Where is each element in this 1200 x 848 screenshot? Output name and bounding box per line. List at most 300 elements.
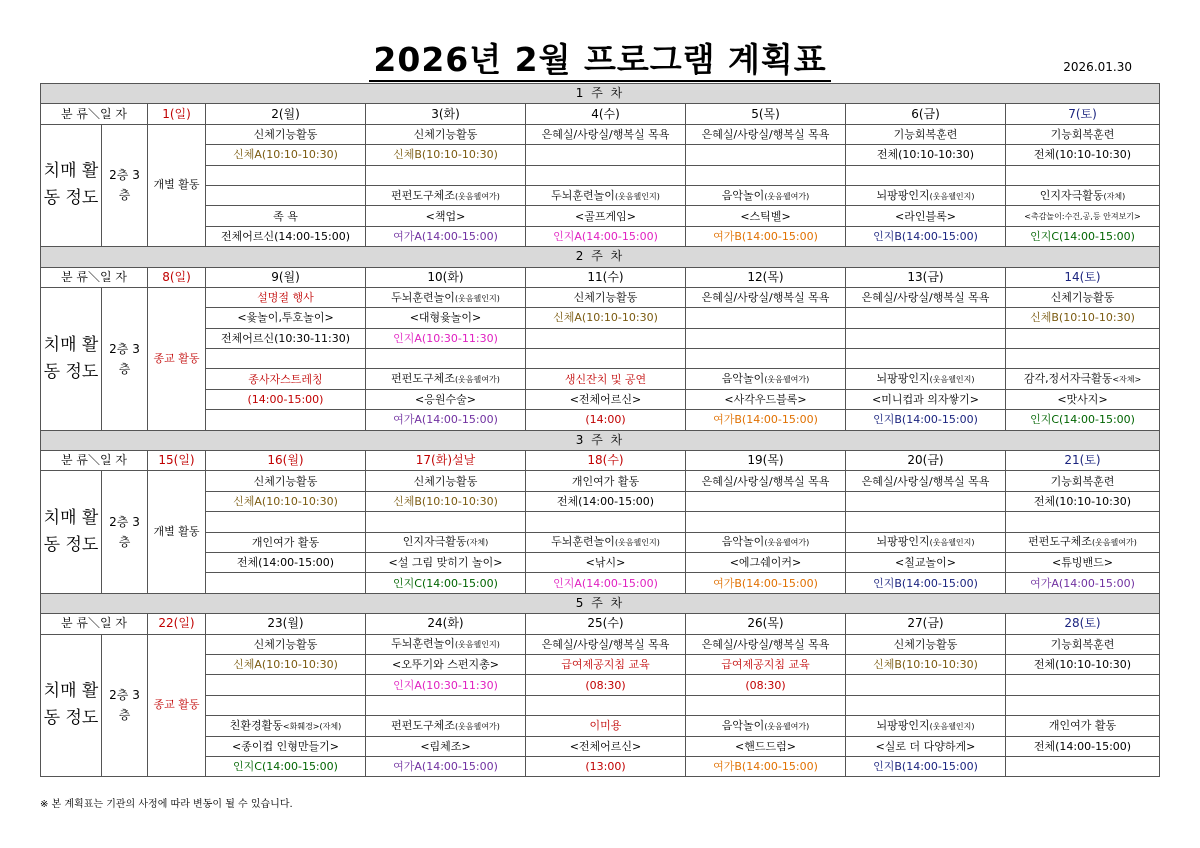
activity-cell xyxy=(206,634,366,654)
activity-cell xyxy=(366,226,526,246)
activity-cell xyxy=(366,389,526,409)
activity-text: 두뇌훈련놀이 xyxy=(391,637,455,651)
activity-cell xyxy=(366,491,526,511)
activity-cell xyxy=(686,695,846,715)
activity-cell xyxy=(686,410,846,430)
activity-text: <튜빙밴드> xyxy=(1052,556,1113,570)
activity-text: 인지B(14:00-15:00) xyxy=(873,760,978,774)
activity-row xyxy=(41,389,1160,409)
activity-subtext: (웃음웰인지) xyxy=(454,640,500,650)
day-header: 14(토) xyxy=(1006,267,1160,287)
activity-text: <라인블록> xyxy=(895,209,956,223)
activity-cell xyxy=(846,410,1006,430)
activity-subtext: <화훼경>(자체) xyxy=(282,721,342,731)
week-label: 1 주 차 xyxy=(41,84,1160,104)
activity-text: 전체(14:00-15:00) xyxy=(236,556,335,570)
category-cell: 치매 활동 정도 xyxy=(41,471,102,593)
activity-cell xyxy=(686,736,846,756)
activity-cell xyxy=(366,512,526,532)
date-header-row xyxy=(41,267,1160,287)
sunday-activity-type: 개별 활동 xyxy=(148,124,206,246)
activity-subtext: (자체) xyxy=(466,538,489,548)
activity-cell xyxy=(1006,389,1160,409)
activity-text: 종사자스트레칭 xyxy=(248,372,323,386)
activity-cell xyxy=(846,349,1006,369)
activity-subtext: (자체) xyxy=(1103,191,1126,201)
activity-cell xyxy=(366,675,526,695)
activity-cell xyxy=(846,145,1006,165)
day-header: 18(수) xyxy=(526,451,686,471)
activity-cell xyxy=(366,349,526,369)
activity-cell xyxy=(526,654,686,674)
activity-text: <대형윷놀이> xyxy=(409,311,482,325)
day-header: 6(금) xyxy=(846,104,1006,124)
activity-cell xyxy=(206,654,366,674)
activity-text: <칠교놀이> xyxy=(895,556,956,570)
activity-text: 급여제공지침 교육 xyxy=(721,658,810,672)
activity-cell xyxy=(526,716,686,736)
activity-cell xyxy=(846,552,1006,572)
activity-cell xyxy=(846,675,1006,695)
activity-cell xyxy=(1006,756,1160,776)
activity-row xyxy=(41,552,1160,572)
activity-text: 은혜실/사랑실/행복실 목욕 xyxy=(701,127,830,141)
activity-cell xyxy=(686,716,846,736)
activity-subtext: (웃음웰인지) xyxy=(614,191,660,201)
activity-text: 여가A(14:00-15:00) xyxy=(393,229,498,243)
activity-cell xyxy=(1006,675,1160,695)
activity-row xyxy=(41,532,1160,552)
activity-text: <핸드드럼> xyxy=(735,739,796,753)
day-header: 7(토) xyxy=(1006,104,1160,124)
activity-text: 전체(10:10-10:30) xyxy=(1033,495,1132,508)
activity-text: 신체A(10:10-10:30) xyxy=(233,495,338,508)
activity-text: 전체(10:10-10:30) xyxy=(1033,658,1132,672)
activity-text: 뇌팡팡인지 xyxy=(876,718,930,732)
activity-text: 인지자극활동 xyxy=(1039,188,1104,202)
activity-cell xyxy=(526,145,686,165)
activity-text: 은혜실/사랑실/행복실 목욕 xyxy=(701,291,830,305)
sunday-activity-type: 종교 활동 xyxy=(148,634,206,777)
day-header: 17(화)설날 xyxy=(366,451,526,471)
activity-cell xyxy=(526,491,686,511)
activity-cell xyxy=(526,471,686,491)
activity-text: 두뇌훈련놀이 xyxy=(551,535,615,549)
day-header: 24(화) xyxy=(366,614,526,634)
activity-cell xyxy=(1006,552,1160,572)
activity-cell xyxy=(846,185,1006,205)
day-header: 20(금) xyxy=(846,451,1006,471)
activity-row xyxy=(41,206,1160,226)
activity-text: 인지B(14:00-15:00) xyxy=(873,413,978,427)
category-date-label: 분 류＼일 자 xyxy=(41,267,148,287)
activity-text: <스틱벨> xyxy=(740,209,791,223)
activity-row xyxy=(41,328,1160,348)
activity-cell xyxy=(366,756,526,776)
activity-text: 인지A(10:30-11:30) xyxy=(393,678,498,692)
category-date-label: 분 류＼일 자 xyxy=(41,614,148,634)
activity-subtext: (웃음웰여가) xyxy=(454,191,500,201)
week-label: 2 주 차 xyxy=(41,247,1160,267)
activity-text: 펀펀도구체조 xyxy=(391,188,455,202)
program-schedule-table xyxy=(40,83,1160,777)
activity-cell xyxy=(206,552,366,572)
activity-cell xyxy=(206,716,366,736)
activity-cell xyxy=(1006,124,1160,144)
day-header: 10(화) xyxy=(366,267,526,287)
activity-row xyxy=(41,369,1160,389)
activity-cell xyxy=(366,736,526,756)
activity-text: 전체어르신(14:00-15:00) xyxy=(220,229,351,243)
week-label: 3 주 차 xyxy=(41,430,1160,450)
activity-cell xyxy=(1006,573,1160,593)
activity-text: 신체A(10:10-10:30) xyxy=(553,311,658,325)
activity-cell xyxy=(526,287,686,307)
activity-text: 신체기능활동 xyxy=(413,474,478,488)
activity-cell xyxy=(206,328,366,348)
day-header: 11(수) xyxy=(526,267,686,287)
day-header: 19(목) xyxy=(686,451,846,471)
activity-cell xyxy=(526,552,686,572)
activity-cell xyxy=(686,389,846,409)
activity-cell xyxy=(526,124,686,144)
activity-text: 은혜실/사랑실/행복실 목욕 xyxy=(701,637,830,651)
activity-cell xyxy=(846,287,1006,307)
activity-text: <종이컵 인형만들기> xyxy=(232,739,339,753)
activity-cell xyxy=(686,573,846,593)
activity-text: 인지C(14:00-15:00) xyxy=(233,760,338,774)
activity-cell xyxy=(526,328,686,348)
activity-cell xyxy=(206,185,366,205)
activity-text: <에그쉐이커> xyxy=(729,556,802,570)
activity-text: 신체B(10:10-10:30) xyxy=(873,658,978,672)
activity-text: (14:00) xyxy=(585,413,626,427)
activity-cell xyxy=(846,532,1006,552)
activity-cell xyxy=(1006,654,1160,674)
activity-cell xyxy=(366,145,526,165)
activity-row xyxy=(41,573,1160,593)
activity-row xyxy=(41,410,1160,430)
activity-text: 인지A(14:00-15:00) xyxy=(553,576,658,590)
activity-cell xyxy=(206,573,366,593)
activity-text: 급여제공지침 교육 xyxy=(561,658,650,672)
activity-text: 개인여가 활동 xyxy=(1048,719,1117,733)
floor-cell: 2층 3층 xyxy=(102,124,148,246)
activity-cell xyxy=(846,124,1006,144)
activity-cell xyxy=(686,206,846,226)
day-header: 22(일) xyxy=(148,614,206,634)
activity-subtext: (웃음웰여가) xyxy=(1091,538,1137,548)
activity-row xyxy=(41,165,1160,185)
activity-cell xyxy=(1006,695,1160,715)
week-label: 5 주 차 xyxy=(41,593,1160,613)
activity-cell xyxy=(366,369,526,389)
activity-text: 여가B(14:00-15:00) xyxy=(713,229,818,243)
activity-cell xyxy=(1006,471,1160,491)
activity-text: 기능회복훈련 xyxy=(1050,474,1115,488)
activity-cell xyxy=(686,471,846,491)
week-header-row xyxy=(41,247,1160,267)
activity-text: 인지B(14:00-15:00) xyxy=(873,576,978,590)
activity-cell xyxy=(366,287,526,307)
activity-text: (14:00-15:00) xyxy=(247,393,324,407)
activity-cell xyxy=(686,349,846,369)
activity-cell xyxy=(526,675,686,695)
activity-cell xyxy=(846,226,1006,246)
activity-row xyxy=(41,512,1160,532)
activity-cell xyxy=(686,328,846,348)
activity-cell xyxy=(366,165,526,185)
issue-date: 2026.01.30 xyxy=(1063,60,1132,74)
activity-subtext: <촉감놀이:수건,공,등 안져보기> xyxy=(1024,212,1141,222)
day-header: 13(금) xyxy=(846,267,1006,287)
activity-text: 두뇌훈련놀이 xyxy=(391,290,455,304)
activity-cell xyxy=(526,206,686,226)
activity-cell xyxy=(366,308,526,328)
activity-cell xyxy=(846,165,1006,185)
activity-text: 은혜실/사랑실/행복실 목욕 xyxy=(861,474,990,488)
activity-cell xyxy=(1006,410,1160,430)
activity-text: <응원수술> xyxy=(415,393,476,407)
activity-text: 뇌팡팡인지 xyxy=(876,188,930,202)
activity-text: 인지A(14:00-15:00) xyxy=(553,229,658,243)
activity-cell xyxy=(846,573,1006,593)
activity-cell xyxy=(366,716,526,736)
activity-text: 은혜실/사랑실/행복실 목욕 xyxy=(541,637,670,651)
activity-text: <미니컵과 의자쌓기> xyxy=(872,393,979,407)
activity-text: 뇌팡팡인지 xyxy=(876,535,930,549)
activity-cell xyxy=(1006,532,1160,552)
activity-cell xyxy=(846,308,1006,328)
floor-cell: 2층 3층 xyxy=(102,634,148,777)
activity-cell xyxy=(206,206,366,226)
activity-cell xyxy=(1006,349,1160,369)
activity-text: 두뇌훈련놀이 xyxy=(551,188,615,202)
activity-text: 은혜실/사랑실/행복실 목욕 xyxy=(861,291,990,305)
activity-subtext: (웃음웰여가) xyxy=(454,721,500,731)
footnote: ※ 본 계획표는 기관의 사정에 따라 변동이 될 수 있습니다. xyxy=(40,799,293,810)
activity-subtext: (웃음웰인지) xyxy=(454,293,500,303)
activity-cell xyxy=(526,695,686,715)
activity-text: 인지A(10:30-11:30) xyxy=(393,331,498,345)
activity-text: 여가B(14:00-15:00) xyxy=(713,413,818,427)
activity-cell xyxy=(1006,308,1160,328)
activity-cell xyxy=(686,124,846,144)
activity-text: 신체B(10:10-10:30) xyxy=(393,148,498,162)
activity-cell xyxy=(526,736,686,756)
activity-cell xyxy=(846,389,1006,409)
activity-cell xyxy=(526,349,686,369)
activity-text: <오뚜기와 스펀지총> xyxy=(392,658,499,672)
activity-cell xyxy=(846,654,1006,674)
activity-row xyxy=(41,226,1160,246)
activity-subtext: (웃음웰인지) xyxy=(929,721,975,731)
activity-cell xyxy=(1006,185,1160,205)
activity-text: 생신잔치 및 공연 xyxy=(564,372,647,386)
activity-text: 신체기능활동 xyxy=(253,127,318,141)
activity-cell xyxy=(846,695,1006,715)
activity-subtext: (웃음웰여가) xyxy=(764,538,810,548)
day-header: 15(일) xyxy=(148,451,206,471)
activity-cell xyxy=(206,491,366,511)
activity-row xyxy=(41,695,1160,715)
activity-text: 이미용 xyxy=(589,719,622,733)
sunday-activity-type: 종교 활동 xyxy=(148,287,206,430)
activity-cell xyxy=(206,756,366,776)
activity-text: 신체B(10:10-10:30) xyxy=(393,495,498,508)
activity-text: 여가A(14:00-15:00) xyxy=(393,760,498,774)
activity-text: <실로 더 다양하게> xyxy=(875,739,976,753)
day-header: 12(목) xyxy=(686,267,846,287)
activity-cell xyxy=(526,634,686,654)
activity-cell xyxy=(846,328,1006,348)
activity-cell xyxy=(846,471,1006,491)
activity-row xyxy=(41,124,1160,144)
category-date-label: 분 류＼일 자 xyxy=(41,451,148,471)
activity-cell xyxy=(206,349,366,369)
activity-row xyxy=(41,145,1160,165)
activity-text: 은혜실/사랑실/행복실 목욕 xyxy=(541,127,670,141)
activity-text: 뇌팡팡인지 xyxy=(876,372,930,386)
activity-text: <설 그림 맞히기 놀이> xyxy=(388,556,503,570)
activity-row xyxy=(41,654,1160,674)
day-header: 4(수) xyxy=(526,104,686,124)
day-header: 8(일) xyxy=(148,267,206,287)
week-header-row xyxy=(41,593,1160,613)
day-header: 2(월) xyxy=(206,104,366,124)
activity-text: 음악놀이 xyxy=(721,372,765,386)
activity-cell xyxy=(686,634,846,654)
activity-cell xyxy=(206,695,366,715)
activity-cell xyxy=(1006,328,1160,348)
activity-row xyxy=(41,185,1160,205)
activity-text: 인지B(14:00-15:00) xyxy=(873,229,978,243)
activity-cell xyxy=(686,308,846,328)
activity-cell xyxy=(526,573,686,593)
week-header-row xyxy=(41,430,1160,450)
activity-text: (13:00) xyxy=(585,760,626,774)
activity-cell xyxy=(846,756,1006,776)
activity-cell xyxy=(686,165,846,185)
activity-text: 여가B(14:00-15:00) xyxy=(713,576,818,590)
activity-row xyxy=(41,308,1160,328)
activity-cell xyxy=(526,512,686,532)
activity-cell xyxy=(1006,736,1160,756)
activity-row xyxy=(41,287,1160,307)
activity-subtext: (웃음웰인지) xyxy=(614,538,660,548)
activity-subtext: (웃음웰인지) xyxy=(929,375,975,385)
activity-cell xyxy=(1006,287,1160,307)
category-cell: 치매 활동 정도 xyxy=(41,287,102,430)
activity-cell xyxy=(686,185,846,205)
activity-subtext: (웃음웰여가) xyxy=(764,191,810,201)
day-header: 25(수) xyxy=(526,614,686,634)
activity-subtext: (웃음웰인지) xyxy=(929,191,975,201)
day-header: 5(목) xyxy=(686,104,846,124)
activity-text: 펀펀도구체조 xyxy=(1028,535,1092,549)
activity-text: 펀펀도구체조 xyxy=(391,718,455,732)
activity-row xyxy=(41,491,1160,511)
day-header: 26(목) xyxy=(686,614,846,634)
activity-text: 전체(10:10-10:30) xyxy=(1033,148,1132,162)
activity-row xyxy=(41,716,1160,736)
activity-text: 기능회복훈련 xyxy=(1050,127,1115,141)
activity-text: 신체기능활동 xyxy=(413,127,478,141)
activity-cell xyxy=(206,512,366,532)
activity-text: (08:30) xyxy=(745,678,786,692)
activity-text: <책업> xyxy=(425,209,466,223)
activity-text: <맛사지> xyxy=(1057,393,1108,407)
activity-cell xyxy=(206,145,366,165)
date-header-row xyxy=(41,451,1160,471)
activity-cell xyxy=(366,552,526,572)
activity-row xyxy=(41,634,1160,654)
activity-text: 기능회복훈련 xyxy=(893,127,958,141)
activity-subtext: (웃음웰여가) xyxy=(764,375,810,385)
activity-cell xyxy=(686,369,846,389)
activity-cell xyxy=(366,124,526,144)
activity-cell xyxy=(206,226,366,246)
activity-cell xyxy=(846,512,1006,532)
activity-text: 인지자극활동 xyxy=(402,535,467,549)
activity-text: 족 욕 xyxy=(273,209,298,223)
floor-cell: 2층 3층 xyxy=(102,287,148,430)
category-date-label: 분 류＼일 자 xyxy=(41,104,148,124)
activity-cell xyxy=(686,552,846,572)
activity-text: 은혜실/사랑실/행복실 목욕 xyxy=(701,474,830,488)
activity-cell xyxy=(686,654,846,674)
activity-cell xyxy=(1006,206,1160,226)
category-cell: 치매 활동 정도 xyxy=(41,634,102,777)
activity-text: (08:30) xyxy=(585,678,626,692)
activity-subtext: <자체> xyxy=(1112,375,1142,385)
activity-cell xyxy=(526,226,686,246)
activity-cell xyxy=(206,165,366,185)
activity-cell xyxy=(686,532,846,552)
activity-text: 신체A(10:10-10:30) xyxy=(233,658,338,672)
activity-cell xyxy=(1006,716,1160,736)
activity-text: <전체어르신> xyxy=(569,393,642,407)
sunday-activity-type: 개별 활동 xyxy=(148,471,206,593)
activity-text: 신체A(10:10-10:30) xyxy=(233,148,338,162)
activity-text: 신체B(10:10-10:30) xyxy=(1030,311,1135,325)
activity-text: <윷놀이,투호놀이> xyxy=(237,311,334,325)
activity-cell xyxy=(366,206,526,226)
activity-text: <전체어르신> xyxy=(569,739,642,753)
activity-subtext: (웃음웰여가) xyxy=(454,375,500,385)
activity-text: 음악놀이 xyxy=(721,535,765,549)
floor-cell: 2층 3층 xyxy=(102,471,148,593)
activity-cell xyxy=(206,124,366,144)
activity-cell xyxy=(526,532,686,552)
activity-cell xyxy=(846,634,1006,654)
activity-cell xyxy=(206,389,366,409)
activity-cell xyxy=(686,491,846,511)
activity-cell xyxy=(206,287,366,307)
day-header: 27(금) xyxy=(846,614,1006,634)
activity-text: <낚시> xyxy=(585,556,626,570)
day-header: 28(토) xyxy=(1006,614,1160,634)
activity-text: 신체기능활동 xyxy=(253,637,318,651)
activity-text: 인지C(14:00-15:00) xyxy=(1030,413,1135,427)
activity-cell xyxy=(526,756,686,776)
activity-cell xyxy=(1006,165,1160,185)
activity-text: 신체기능활동 xyxy=(573,291,638,305)
activity-text: 전체(14:00-15:00) xyxy=(1033,739,1132,753)
activity-cell xyxy=(366,654,526,674)
activity-subtext: (웃음웰인지) xyxy=(929,538,975,548)
day-header: 23(월) xyxy=(206,614,366,634)
